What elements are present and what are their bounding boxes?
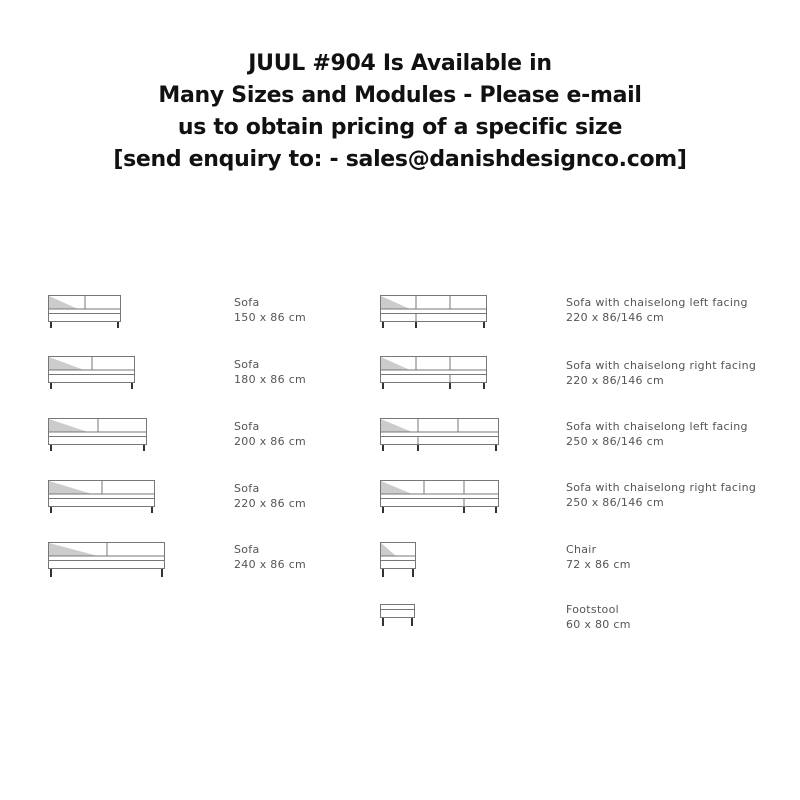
sofa-220-icon xyxy=(48,480,158,514)
sofa-240-name: Sofa xyxy=(234,543,260,556)
chaiselong-right-220-name: Sofa with chaiselong right facing xyxy=(566,359,757,372)
chair-name: Chair xyxy=(566,543,597,556)
sofa-180-icon xyxy=(48,356,138,390)
footstool-icon xyxy=(380,604,420,628)
footstool-size: 60 x 80 cm xyxy=(566,618,631,631)
heading-line-3: us to obtain pricing of a specific size xyxy=(177,115,623,140)
chaiselong-left-220-name: Sofa with chaiselong left facing xyxy=(566,296,748,309)
sofa-180-name: Sofa xyxy=(234,358,260,371)
sofa-150-icon xyxy=(48,295,124,329)
sofa-180-size: 180 x 86 cm xyxy=(234,373,307,386)
chaiselong-left-250-icon xyxy=(380,418,502,452)
sofa-240-size: 240 x 86 cm xyxy=(234,558,307,571)
sofa-200-icon xyxy=(48,418,150,452)
sofa-240-icon xyxy=(48,542,168,578)
chaiselong-left-250-name: Sofa with chaiselong left facing xyxy=(566,420,748,433)
sofa-200-name: Sofa xyxy=(234,420,260,433)
chaiselong-left-220-size: 220 x 86/146 cm xyxy=(566,311,664,324)
chaiselong-right-250-size: 250 x 86/146 cm xyxy=(566,496,664,509)
footstool-name: Footstool xyxy=(566,603,619,616)
heading-line-2: Many Sizes and Modules - Please e-mail xyxy=(158,83,642,108)
heading-line-1: JUUL #904 Is Available in xyxy=(248,51,552,76)
chaiselong-left-250-size: 250 x 86/146 cm xyxy=(566,435,664,448)
chaiselong-left-220-icon xyxy=(380,295,490,329)
chaiselong-right-220-icon xyxy=(380,356,490,390)
sofa-200-size: 200 x 86 cm xyxy=(234,435,307,448)
chaiselong-right-250-name: Sofa with chaiselong right facing xyxy=(566,481,757,494)
sofa-220-size: 220 x 86 cm xyxy=(234,497,307,510)
chaiselong-right-220-size: 220 x 86/146 cm xyxy=(566,374,664,387)
sofa-150-name: Sofa xyxy=(234,296,260,309)
sofa-150-size: 150 x 86 cm xyxy=(234,311,307,324)
chair-size: 72 x 86 cm xyxy=(566,558,631,571)
chaiselong-right-250-icon xyxy=(380,480,502,514)
sofa-220-name: Sofa xyxy=(234,482,260,495)
page-heading xyxy=(0,48,800,176)
heading-line-4: [send enquiry to: - sales@danishdesignco.com] xyxy=(113,147,687,172)
chair-icon xyxy=(380,542,420,578)
